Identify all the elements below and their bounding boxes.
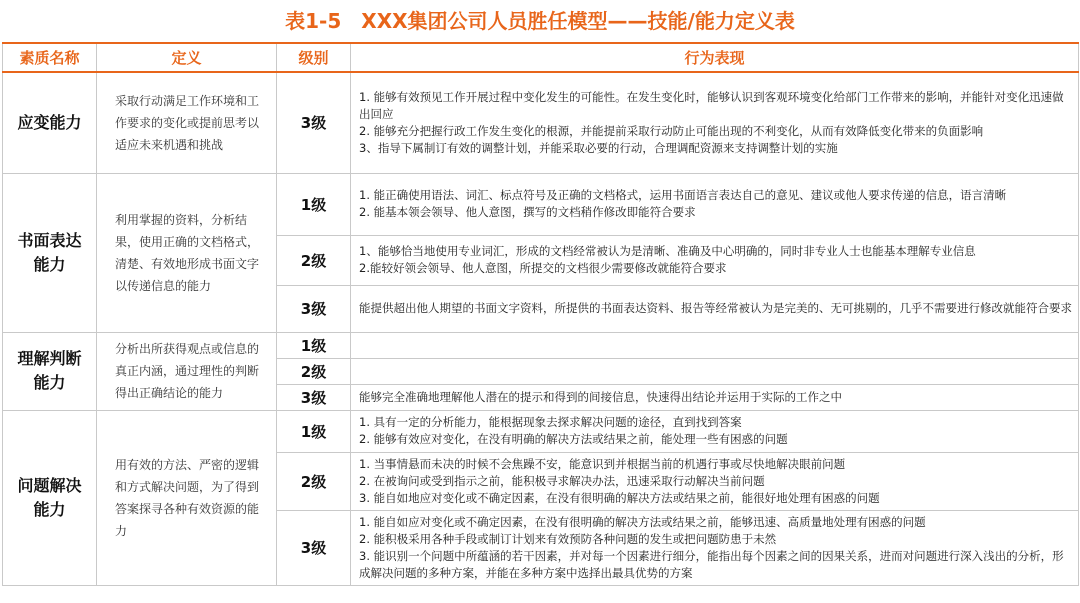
table-row [3,173,1079,235]
competency-name [3,173,97,332]
behavior-line: 1. 能够有效预见工作开展过程中变化发生的可能性。在发生变化时，能够认识到客观环境变化给部门工作带来的影响，并能针对变化迅速做出回应 [359,89,1064,121]
competency-table [2,42,1079,586]
level-cell: 3级 [277,384,351,410]
behavior-line: 2. 能积极采用各种手段或制订计划来有效预防各种问题的发生或把问题防患于未然 [359,531,777,546]
competency-definition: 采取行动满足工作环境和工作要求的变化或提前思考以适应未来机遇和挑战 [97,72,277,173]
competency-name-text: 理解判断能力 [17,349,82,392]
behavior-cell [351,410,1079,452]
competency-name [3,332,97,410]
header-behavior: 行为表现 [351,43,1079,72]
level-cell: 3级 [277,285,351,332]
behavior-line: 能够完全准确地理解他人潜在的提示和得到的间接信息，快速得出结论并运用于实际的工作之中 [359,389,842,404]
behavior-line: 3. 能识别一个问题中所蕴涵的若干因素，并对每一个因素进行细分，能指出每个因素之间的因果关系，进而对问题进行深入浅出的分析，形成解决问题的多种方案，并能在多种方案中选择出最具优势的方案 [359,548,1064,580]
behavior-cell [351,358,1079,384]
behavior-line: 3. 能自如地应对变化或不确定因素，在没有很明确的解决方法或结果之前，能很好地处理有困惑的问题 [359,490,880,505]
competency-definition: 利用掌握的资料，分析结果，使用正确的文档格式，清楚、有效地形成书面文字以传递信息的能力 [97,173,277,332]
level-cell: 2级 [277,452,351,510]
behavior-line: 1. 具有一定的分析能力，能根据现象去探求解决问题的途径，直到找到答案 [359,415,742,429]
behavior-line: 2. 能基本领会领导、他人意图，撰写的文档稍作修改即能符合要求 [359,205,696,219]
level-cell: 1级 [277,332,351,358]
behavior-cell [351,332,1079,358]
behavior-line: 1、能够恰当地使用专业词汇，形成的文档经常被认为是清晰、准确及中心明确的，同时非专业人士也能基本理解专业信息 [359,244,976,258]
competency-name [3,410,97,585]
behavior-cell [351,235,1079,285]
level-cell: 3级 [277,510,351,585]
behavior-line: 3、指导下属制订有效的调整计划，并能采取必要的行动，合理调配资源来支持调整计划的实施 [359,140,838,155]
competency-name-text: 应变能力 [17,112,82,132]
competency-name-text: 问题解决能力 [17,475,82,519]
behavior-cell [351,72,1079,173]
behavior-line: 1. 当事情悬而未决的时候不会焦躁不安，能意识到并根据当前的机遇行事或尽快地解决眼前问题 [359,456,846,471]
level-cell: 2级 [277,358,351,384]
table-row [3,72,1079,173]
behavior-cell [351,285,1079,332]
behavior-cell [351,384,1079,410]
competency-name [3,72,97,173]
level-cell: 1级 [277,173,351,235]
behavior-line: 2.能较好领会领导、他人意图，所提交的文档很少需要修改就能符合要求 [359,261,727,275]
table-header-row [3,43,1079,72]
level-cell: 3级 [277,72,351,173]
table-row [3,332,1079,358]
behavior-line: 2. 能够有效应对变化，在没有明确的解决方法或结果之前，能处理一些有困惑的问题 [359,432,788,446]
behavior-line: 2. 能够充分把握行政工作发生变化的根源，并能提前采取行动防止可能出现的不利变化，从而有效降低变化带来的负面影响 [359,123,984,138]
behavior-cell [351,452,1079,510]
level-cell: 2级 [277,235,351,285]
behavior-line: 2. 在被询问或受到指示之前，能积极寻求解决办法，迅速采取行动解决当前问题 [359,473,765,488]
header-name: 素质名称 [3,43,97,72]
behavior-cell [351,510,1079,585]
level-cell: 1级 [277,410,351,452]
behavior-cell [351,173,1079,235]
behavior-line: 1. 能正确使用语法、词汇、标点符号及正确的文档格式，运用书面语言表达自己的意见、建议或他人要求传递的信息，语言清晰 [359,188,1007,202]
behavior-line: 1. 能自如应对变化或不确定因素，在没有很明确的解决方法或结果之前，能够迅速、高质量地处理有困惑的问题 [359,514,926,529]
competency-name-text: 书面表达能力 [17,230,82,274]
header-definition: 定义 [97,43,277,72]
table-row [3,410,1079,452]
behavior-line: 能提供超出他人期望的书面文字资料，所提供的书面表达资料、报告等经常被认为是完美的、无可挑剔的，几乎不需要进行修改就能符合要求 [359,301,1072,315]
header-level: 级别 [277,43,351,72]
competency-definition: 用有效的方法、严密的逻辑和方式解决问题，为了得到答案探寻各种有效资源的能力 [97,410,277,585]
competency-definition: 分析出所获得观点或信息的真正内涵，通过理性的判断得出正确结论的能力 [97,332,277,410]
page-title: 表1-5 XXX集团公司人员胜任模型——技能/能力定义表 [285,9,795,33]
